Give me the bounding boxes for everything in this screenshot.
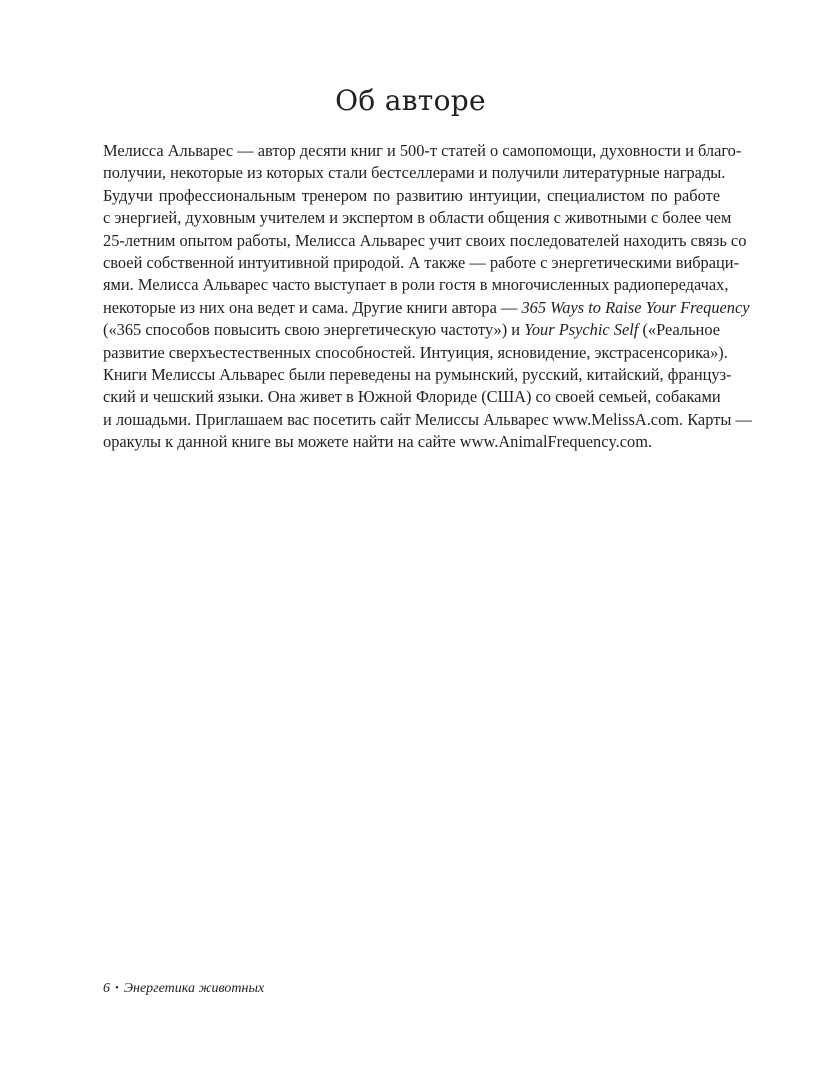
text-line <box>103 386 720 408</box>
text-line <box>103 207 732 229</box>
about-author-paragraph <box>103 140 752 454</box>
text-run: Мелисса Альварес — автор десяти книг и 500-т статей о самопомощи, духовности и благо- <box>103 141 742 160</box>
text-line <box>103 230 747 252</box>
book-title-italic: Your Psychic Self <box>524 320 639 340</box>
text-line <box>103 162 726 184</box>
text-line <box>103 274 729 296</box>
text-run: ями. Мелисса Альварес часто выступает в роли гостя в многочисленных радиопередачах, <box>103 275 729 295</box>
page-number: 6 <box>103 981 110 996</box>
page-title: Об авторе <box>335 84 486 117</box>
text-line <box>103 342 728 364</box>
text-run: с энергией, духовным учителем и экспертом в области общения с животными с более чем <box>103 208 732 228</box>
bullet-separator: • <box>115 982 119 994</box>
text-run: («Реальное <box>638 320 720 340</box>
text-line <box>103 252 740 274</box>
text-line <box>103 140 742 162</box>
text-line <box>103 319 720 341</box>
text-run: оракулы к данной книге вы можете найти на сайте www.AnimalFrequency.com. <box>103 432 653 452</box>
text-line <box>103 409 752 431</box>
text-run: развитие сверхъестественных способностей. Интуиция, ясновидение, экстрасенсорика»). <box>103 342 728 362</box>
text-line <box>103 364 732 386</box>
text-run: («365 способов повысить свою энергетическую частоту») и <box>103 320 525 340</box>
text-line <box>103 431 720 453</box>
text-run: Книги Мелиссы Альварес были переведены на румынский, русский, китайский, француз- <box>103 365 732 385</box>
text-run: Будучи профессиональным тренером по развитию интуиции, специалистом по работе <box>103 185 720 205</box>
text-run: некоторые из них она ведет и сама. Другие книги автора — <box>103 297 522 317</box>
text-run: получии, некоторые из которых стали бестселлерами и получили литературные награды. <box>103 163 726 183</box>
book-title-italic: 365 Ways to Raise Your Frequency <box>521 297 750 317</box>
text-run: и лошадьми. Приглашаем вас посетить сайт Мелиссы Альварес www.MelissA.com. Карты — <box>103 409 752 429</box>
text-line <box>103 185 720 207</box>
running-title: Энергетика животных <box>123 981 265 996</box>
text-run: ский и чешский языки. Она живет в Южной Флориде (США) со своей семьей, собаками <box>103 387 721 407</box>
text-run: своей собственной интуитивной природой. А также — работе с энергетическими вибраци- <box>103 253 740 273</box>
text-line <box>103 297 750 319</box>
text-run: 25-летним опытом работы, Мелисса Альварес учит своих последователей находить связь со <box>103 230 747 250</box>
page-footer <box>103 981 264 997</box>
